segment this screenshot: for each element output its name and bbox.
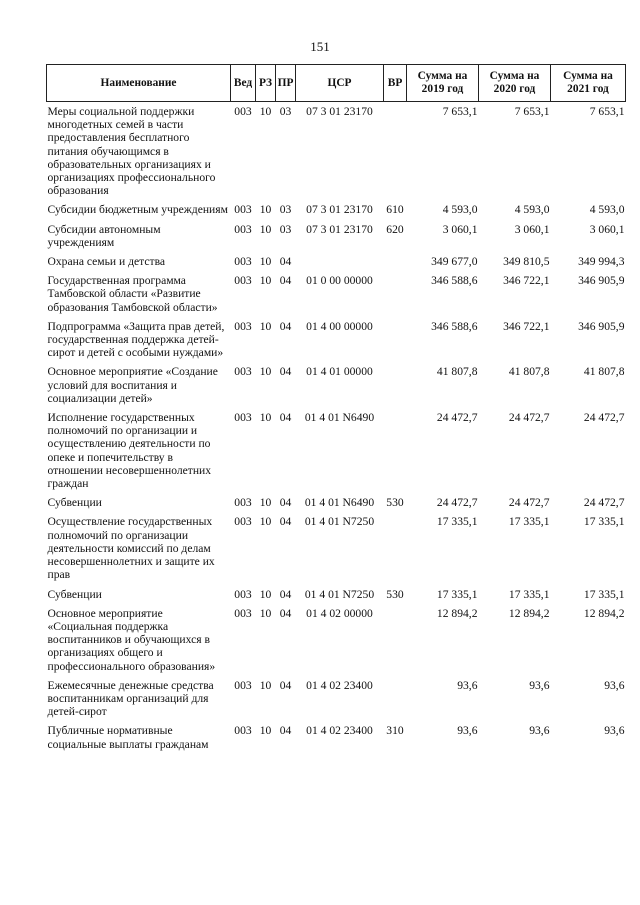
row-rz: 10 bbox=[259, 365, 272, 379]
row-pr: 04 bbox=[279, 274, 292, 288]
row-name: Субвенции bbox=[47, 496, 102, 510]
row-rz: 10 bbox=[259, 203, 272, 217]
row-sum-2019: 93,6 bbox=[457, 724, 478, 738]
row-csr: 01 4 02 00000 bbox=[306, 606, 373, 620]
header-pr: ПР bbox=[276, 65, 296, 102]
row-sum-2019: 7 653,1 bbox=[442, 105, 478, 118]
row-name: Ежемесячные денежные средства воспитанникам организаций для детей-сирот bbox=[47, 678, 214, 719]
row-ved: 003 bbox=[234, 411, 252, 425]
row-sum-2021: 346 905,9 bbox=[578, 319, 625, 333]
row-csr: 01 4 01 00000 bbox=[306, 365, 373, 379]
row-sum-2020: 41 807,8 bbox=[508, 365, 550, 379]
row-ved: 003 bbox=[234, 365, 252, 379]
row-pr: 04 bbox=[279, 255, 292, 269]
row-name: Основное мероприятие «Создание условий для воспитания и социализации детей» bbox=[47, 365, 218, 405]
row-ved: 003 bbox=[234, 587, 252, 601]
row-sum-2021: 7 653,1 bbox=[589, 105, 625, 118]
row-ved: 003 bbox=[234, 255, 252, 269]
row-rz: 10 bbox=[259, 724, 272, 738]
table-row bbox=[47, 721, 626, 753]
table-row bbox=[47, 362, 626, 408]
row-ved: 003 bbox=[234, 515, 252, 529]
row-sum-2019: 24 472,7 bbox=[436, 411, 478, 425]
row-name: Субсидии бюджетным учреждениям bbox=[47, 203, 228, 217]
row-vr bbox=[384, 362, 407, 408]
row-ved: 003 bbox=[234, 724, 252, 738]
row-csr: 01 4 01 N7250 bbox=[304, 515, 375, 529]
row-ved: 003 bbox=[234, 105, 252, 118]
row-csr: 01 4 01 N6490 bbox=[304, 496, 375, 510]
header-sum-2021: Сумма на 2021 год bbox=[551, 65, 626, 102]
row-csr: 01 4 02 23400 bbox=[306, 678, 373, 692]
row-sum-2019: 17 335,1 bbox=[436, 515, 478, 529]
table-row bbox=[47, 252, 626, 271]
page-number: 151 bbox=[310, 39, 330, 54]
row-vr bbox=[384, 252, 407, 271]
row-pr: 04 bbox=[279, 678, 292, 692]
row-sum-2020: 24 472,7 bbox=[508, 411, 550, 425]
header-ved: Вед bbox=[231, 65, 256, 102]
row-vr: 620 bbox=[386, 222, 404, 236]
budget-table bbox=[46, 64, 626, 754]
row-rz: 10 bbox=[259, 606, 272, 620]
row-csr: 01 0 00 00000 bbox=[306, 274, 373, 288]
row-ved: 003 bbox=[234, 606, 252, 620]
row-csr: 01 4 01 N6490 bbox=[304, 411, 375, 425]
row-ved: 003 bbox=[234, 496, 252, 510]
row-rz: 10 bbox=[259, 274, 272, 288]
row-name: Публичные нормативные социальные выплаты гражданам bbox=[47, 724, 209, 751]
header-rz: РЗ bbox=[256, 65, 276, 102]
row-sum-2020: 24 472,7 bbox=[508, 496, 550, 510]
row-csr: 01 4 01 N7250 bbox=[304, 587, 375, 601]
row-sum-2021: 93,6 bbox=[604, 678, 625, 692]
table-row bbox=[47, 604, 626, 676]
header-vr: ВР bbox=[384, 65, 407, 102]
row-pr: 03 bbox=[279, 222, 292, 236]
row-sum-2019: 346 588,6 bbox=[431, 274, 478, 288]
row-sum-2019: 3 060,1 bbox=[442, 222, 478, 236]
row-sum-2020: 12 894,2 bbox=[508, 606, 550, 620]
row-sum-2021: 41 807,8 bbox=[583, 365, 625, 379]
table-row bbox=[47, 271, 626, 317]
table-row bbox=[47, 585, 626, 604]
row-sum-2021: 17 335,1 bbox=[583, 587, 625, 601]
row-vr bbox=[384, 317, 407, 363]
row-pr: 03 bbox=[279, 203, 292, 217]
row-csr: 07 3 01 23170 bbox=[306, 222, 373, 236]
row-name: Осуществление государственных полномочий по организации деятельности комиссий по делам несовершеннолетних и защите их прав bbox=[47, 515, 215, 582]
row-sum-2021: 24 472,7 bbox=[583, 411, 625, 425]
row-rz: 10 bbox=[259, 515, 272, 529]
table-row bbox=[47, 676, 626, 722]
row-vr bbox=[384, 408, 407, 493]
table-row bbox=[47, 317, 626, 363]
table-row bbox=[47, 493, 626, 512]
table-row bbox=[47, 408, 626, 493]
row-rz: 10 bbox=[259, 496, 272, 510]
table-header-row bbox=[47, 65, 626, 102]
row-pr: 04 bbox=[279, 319, 292, 333]
row-name: Основное мероприятие «Социальная поддержка воспитанников и обучающихся в организациях общего и профессионального образования» bbox=[47, 606, 216, 673]
row-rz: 10 bbox=[259, 222, 272, 236]
row-name: Подпрограмма «Защита прав детей, государственная поддержка детей-сирот и детей с особыми нуждами» bbox=[47, 319, 225, 360]
row-name: Субсидии автономным учреждениям bbox=[47, 222, 161, 249]
row-ved: 003 bbox=[234, 319, 252, 333]
row-ved: 003 bbox=[234, 274, 252, 288]
row-sum-2020: 17 335,1 bbox=[508, 587, 550, 601]
row-sum-2021: 349 994,3 bbox=[578, 255, 625, 269]
row-ved: 003 bbox=[234, 203, 252, 217]
row-sum-2021: 346 905,9 bbox=[578, 274, 625, 288]
row-sum-2019: 93,6 bbox=[457, 678, 478, 692]
row-csr bbox=[296, 252, 384, 271]
row-ved: 003 bbox=[234, 222, 252, 236]
row-sum-2021: 12 894,2 bbox=[583, 606, 625, 620]
row-csr: 07 3 01 23170 bbox=[306, 105, 373, 118]
row-vr bbox=[384, 102, 407, 201]
header-sum-2020: Сумма на 2020 год bbox=[479, 65, 551, 102]
row-rz: 10 bbox=[259, 319, 272, 333]
row-rz: 10 bbox=[259, 255, 272, 269]
row-vr: 530 bbox=[386, 587, 404, 601]
row-csr: 01 4 00 00000 bbox=[306, 319, 373, 333]
row-sum-2021: 3 060,1 bbox=[589, 222, 625, 236]
row-sum-2019: 17 335,1 bbox=[436, 587, 478, 601]
row-rz: 10 bbox=[259, 105, 272, 118]
row-rz: 10 bbox=[259, 587, 272, 601]
table-row bbox=[47, 200, 626, 219]
row-vr bbox=[384, 676, 407, 722]
table-row bbox=[47, 220, 626, 252]
row-sum-2020: 346 722,1 bbox=[503, 274, 550, 288]
row-sum-2020: 7 653,1 bbox=[514, 105, 550, 118]
row-sum-2021: 4 593,0 bbox=[589, 203, 625, 217]
row-vr: 610 bbox=[386, 203, 404, 217]
row-vr: 310 bbox=[386, 724, 404, 738]
row-sum-2020: 4 593,0 bbox=[514, 203, 550, 217]
row-pr: 04 bbox=[279, 515, 292, 529]
row-pr: 03 bbox=[279, 105, 292, 118]
row-name: Государственная программа Тамбовской области «Развитие образования Тамбовской области» bbox=[47, 274, 218, 314]
row-pr: 04 bbox=[279, 587, 292, 601]
table-row bbox=[47, 102, 626, 201]
row-pr: 04 bbox=[279, 606, 292, 620]
row-rz: 10 bbox=[259, 411, 272, 425]
row-pr: 04 bbox=[279, 496, 292, 510]
row-name: Исполнение государственных полномочий по организации и осуществлению деятельности по опеке и попечительству в отношении несовершеннолетних граждан bbox=[47, 411, 212, 491]
header-csr: ЦСР bbox=[296, 65, 384, 102]
row-sum-2020: 93,6 bbox=[529, 724, 550, 738]
row-csr: 07 3 01 23170 bbox=[306, 203, 373, 217]
row-sum-2019: 4 593,0 bbox=[442, 203, 478, 217]
row-name: Охрана семьи и детства bbox=[47, 255, 166, 269]
row-sum-2020: 3 060,1 bbox=[514, 222, 550, 236]
row-name: Меры социальной поддержки многодетных семей в части предоставления бесплатного питания обучающимся в образовательных организациях и организациях профессионального образования bbox=[47, 105, 216, 198]
row-csr: 01 4 02 23400 bbox=[306, 724, 373, 738]
row-pr: 04 bbox=[279, 411, 292, 425]
row-pr: 04 bbox=[279, 365, 292, 379]
row-name: Субвенции bbox=[47, 587, 102, 601]
table-row bbox=[47, 512, 626, 584]
row-ved: 003 bbox=[234, 678, 252, 692]
row-pr: 04 bbox=[279, 724, 292, 738]
row-sum-2021: 93,6 bbox=[604, 724, 625, 738]
row-vr bbox=[384, 604, 407, 676]
row-sum-2021: 17 335,1 bbox=[583, 515, 625, 529]
row-sum-2021: 24 472,7 bbox=[583, 496, 625, 510]
row-sum-2019: 41 807,8 bbox=[436, 365, 478, 379]
row-sum-2019: 24 472,7 bbox=[436, 496, 478, 510]
row-sum-2019: 349 677,0 bbox=[431, 255, 478, 269]
header-sum-2019: Сумма на 2019 год bbox=[407, 65, 479, 102]
row-vr bbox=[384, 512, 407, 584]
row-sum-2020: 346 722,1 bbox=[503, 319, 550, 333]
row-rz: 10 bbox=[259, 678, 272, 692]
row-sum-2020: 93,6 bbox=[529, 678, 550, 692]
row-sum-2019: 346 588,6 bbox=[431, 319, 478, 333]
header-name: Наименование bbox=[47, 65, 231, 102]
row-sum-2019: 12 894,2 bbox=[436, 606, 478, 620]
row-sum-2020: 349 810,5 bbox=[503, 255, 550, 269]
row-sum-2020: 17 335,1 bbox=[508, 515, 550, 529]
row-vr: 530 bbox=[386, 496, 404, 510]
row-vr bbox=[384, 271, 407, 317]
